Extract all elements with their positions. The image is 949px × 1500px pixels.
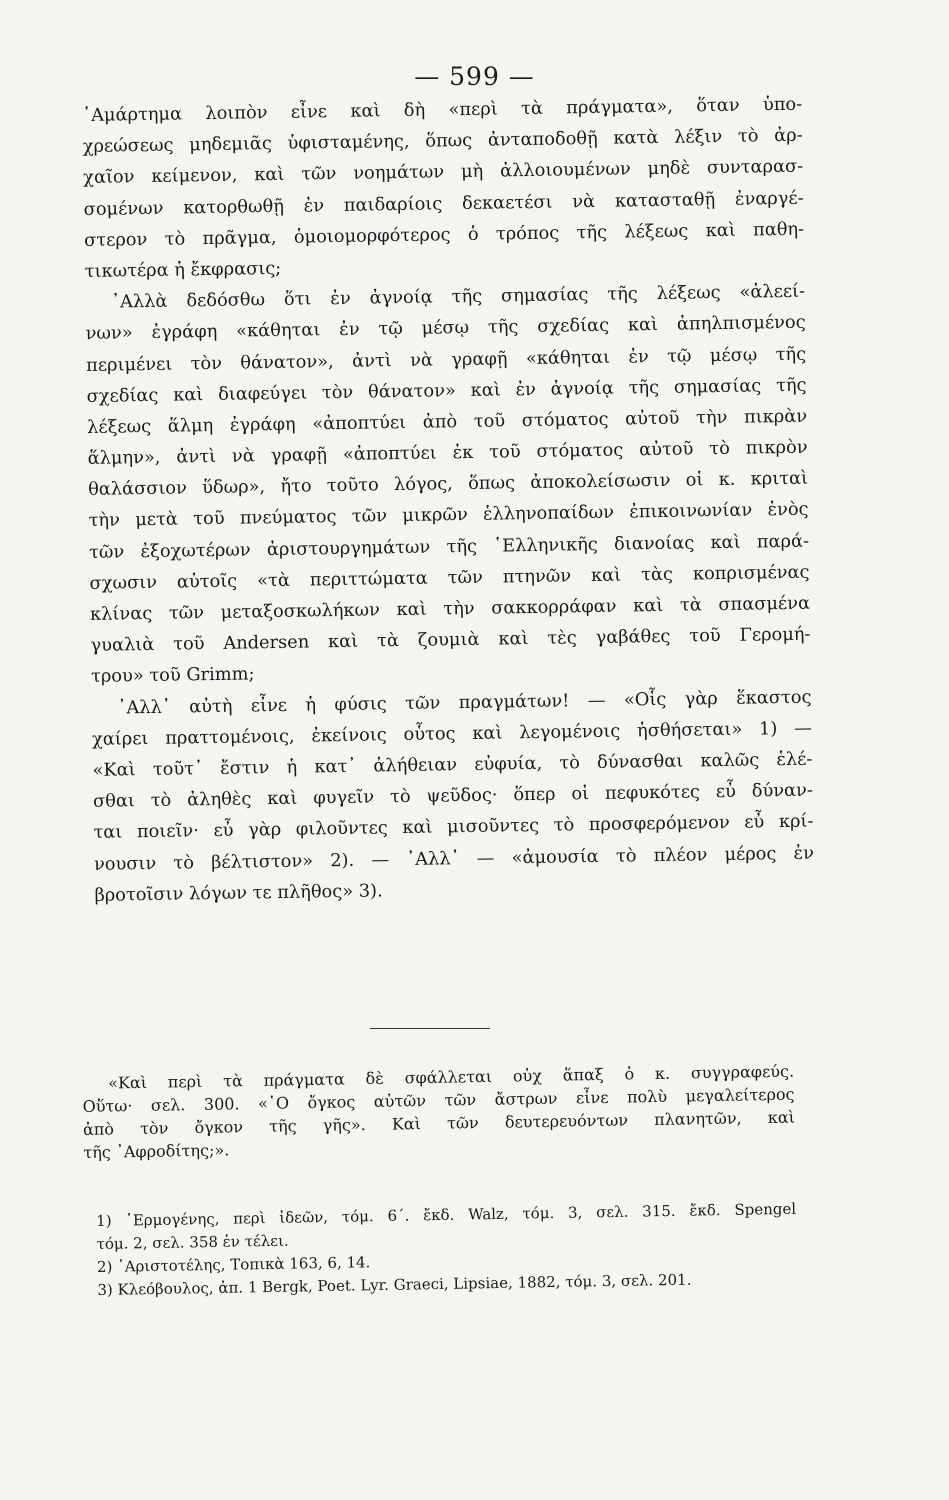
- text-line: χρεώσεως μηδεμιᾶς ὑφισταμένης, ὅπως ἀνταποδοθῇ κατὰ λέξιν τὸ ἀρ-: [82, 124, 803, 158]
- text-line: κλίνας τῶν μεταξοσκωλήκων καὶ τὴν σακκορράφαν καὶ τὰ σπασμένα: [89, 592, 811, 625]
- text-line: περιμένει τὸν θάνατον», ἀντὶ νὰ γραφῇ «κάθηται ἐν τῷ μέσῳ τῆς: [85, 343, 807, 376]
- text-line: σχωσιν αὐτοῖς «τὰ περιττώματα τῶν πτηνῶν καὶ τὰς κοπρισμένας: [89, 561, 810, 594]
- note-line: Οὕτω· σελ. 300. «῾Ο ὄγκος αὐτῶν τῶν ἄστρων εἶνε πολὺ μεγαλείτερος: [82, 1084, 795, 1116]
- note-line: «Καὶ περὶ τὰ πράγματα δὲ σφάλλεται οὐχ ἅπαξ ὁ κ. συγγραφεύς.: [108, 1061, 795, 1093]
- quoted-note: [82, 1060, 795, 1164]
- footnote-line: 1) ῾Ερμογένης, περὶ ἰδεῶν, τόμ. 6΄. ἔκδ. Walz, τόμ. 3, σελ. 315. ἔκδ. Spengel: [96, 1199, 797, 1230]
- note-line: ἀπὸ τὸν ὄγκον τῆς γῆς». Καὶ τῶν δευτερευόντων πλανητῶν, καὶ: [82, 1107, 796, 1139]
- text-line: ται ποιεῖν· εὖ γὰρ φιλοῦντες καὶ μισοῦντες τὸ προσφερόμενον εὖ κρί-: [93, 810, 814, 844]
- text-line: στερον τὸ πρᾶγμα, ὁμοιομορφότερος ὁ τρόπος τῆς λέξεως καὶ παθη-: [84, 218, 805, 251]
- text-line: βροτοῖσιν λόγων τε πλῆθος» 3).: [94, 880, 383, 906]
- text-line: τῶν ἐξοχωτέρων ἀριστουργημάτων τῆς ῾Ελληνικῆς διανοίας καὶ παρά-: [88, 530, 810, 563]
- text-line: σομένων κατορθωθῇ ἐν παιδαρίοις δεκαετέσι νὰ κατασταθῇ ἐναργέ-: [83, 187, 804, 220]
- text-line: ῾Αμάρτημα λοιπὸν εἶνε καὶ δὴ «περὶ τὰ πράγματα», ὅταν ὑπο-: [82, 93, 803, 126]
- text-line: νουσιν τὸ βέλτιστον» 2). — ᾿Αλλ᾿ — «ἀμουσία τὸ πλέον μέρος ἐν: [93, 842, 815, 875]
- section-divider: [370, 1028, 490, 1029]
- footnote-line: τόμ. 2, σελ. 358 ἐν τέλει.: [96, 1231, 289, 1253]
- text-line: ᾿Αλλὰ δεδόσθω ὅτι ἐν ἀγνοίᾳ τῆς σημασίας τῆς λέξεως «ἁλεεί-: [111, 280, 806, 313]
- text-line: χαῖον κείμενον, καὶ τῶν νοημάτων μὴ ἀλλοιουμένων μηδὲ συνταρασ-: [83, 156, 804, 189]
- text-line: γυαλιὰ τοῦ Andersen καὶ τὰ ζουμιὰ καὶ τὲς γαβάθες τοῦ Γερομή-: [90, 623, 811, 657]
- footnotes: [96, 1198, 797, 1302]
- text-line: τρου» τοῦ Grimm;: [90, 663, 255, 688]
- text-line: σθαι τὸ ἀληθὲς καὶ φυγεῖν τὸ ψεῦδος· ὅπερ οἱ πεφυκότες εὖ δύναν-: [92, 779, 814, 813]
- note-line: τῆς ᾿Αφροδίτης;».: [83, 1140, 230, 1162]
- text-line: λέξεως ἅλμη ἐγράφη «ἀποπτύει ἀπὸ τοῦ στόματος αὐτοῦ τὴν πικρὰν: [86, 405, 808, 438]
- text-line: ᾿Αλλ᾿ αὐτὴ εἶνε ἡ φύσις τῶν πραγμάτων! — «Οἷς γὰρ ἕκαστος: [117, 686, 812, 719]
- footnote-line: 3) Κλεόβουλος, ἀπ. 1 Bergk, Poet. Lyr. Graeci, Lipsiae, 1882, τόμ. 3, σελ. 201.: [97, 1270, 692, 1299]
- main-text: [82, 89, 815, 911]
- text-line: ἅλμην», ἀντὶ νὰ γραφῇ «ἀποπτύει ἐκ τοῦ στόματος αὐτοῦ τὸ πικρὸν: [87, 436, 808, 470]
- text-line: «Καὶ τοῦτ᾿ ἔστιν ἡ κατ᾿ ἀλήθειαν εὐφυία, τὸ δύνασθαι καλῶς ἑλέ-: [92, 748, 813, 781]
- text-line: θαλάσσιον ὕδωρ», ἤτο τοῦτο λόγος, ὅπως ἀποκολείσωσιν οἱ κ. κριταὶ: [87, 467, 809, 501]
- text-line: τὴν μετὰ τοῦ πνεύματος τῶν μικρῶν ἑλληνοπαίδων ἐπικοινωνίαν ἑνὸς: [88, 499, 809, 532]
- text-line: νων» ἐγράφη «κάθηται ἐν τῷ μέσῳ τῆς σχεδίας καὶ ἀπηλπισμένος: [85, 311, 806, 345]
- text-line: σχεδίας καὶ διαφεύγει τὸν θάνατον» καὶ ἐν ἀγνοίᾳ τῆς σημασίας τῆς: [86, 374, 807, 407]
- footnote-line: 2) ᾿Αριστοτέλης, Τοπικὰ 163, 6, 14.: [96, 1253, 371, 1276]
- text-line: τικωτέρα ἡ ἔκφρασις;: [84, 257, 282, 282]
- page-number: — 599 —: [414, 62, 535, 91]
- text-line: χαίρει πραττομένοις, ἐκείνοις οὗτος καὶ λεγομένοις ἡσθήσεται» 1) —: [91, 717, 813, 750]
